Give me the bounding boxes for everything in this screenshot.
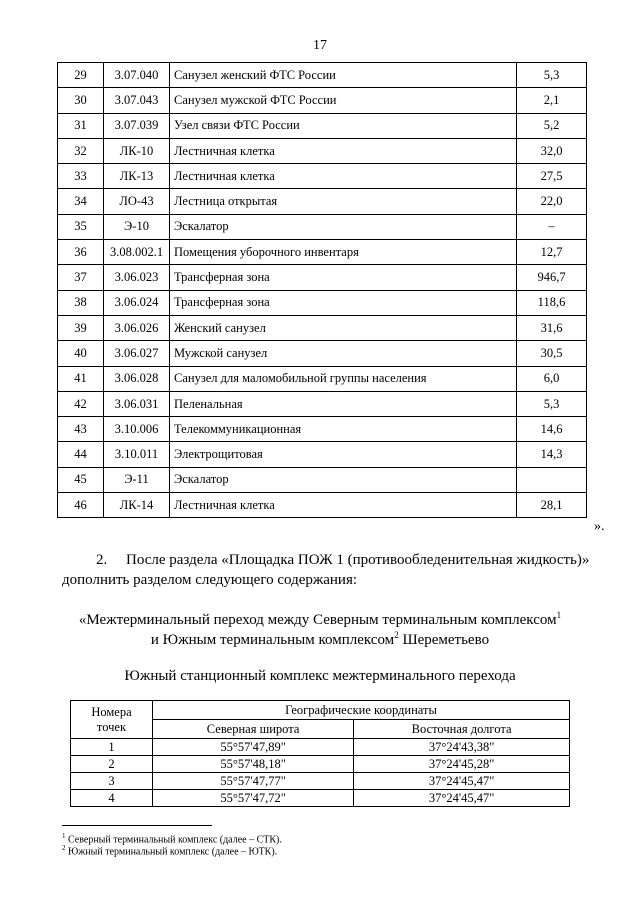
room-area-cell: – (517, 214, 587, 239)
room-area-cell: 2,1 (517, 88, 587, 113)
paragraph-2-line-1 (62, 550, 602, 570)
latitude-cell: 55°57'47,89" (153, 739, 354, 756)
room-name-cell: Санузел для маломобильной группы населения (170, 366, 517, 391)
point-number-cell: 4 (71, 790, 153, 807)
page-number: 17 (313, 38, 327, 53)
latitude-cell: 55°57'48,18" (153, 756, 354, 773)
coordinates-table (70, 700, 570, 807)
room-name-cell: Электрощитовая (170, 442, 517, 467)
room-name-cell: Женский санузел (170, 315, 517, 340)
row-number-cell: 31 (58, 113, 104, 138)
room-area-cell: 12,7 (517, 240, 587, 265)
table-row (58, 265, 587, 290)
table-row (71, 773, 570, 790)
table-row (58, 417, 587, 442)
room-code-cell: ЛО-43 (104, 189, 170, 214)
table-row (58, 442, 587, 467)
room-code-cell: 3.07.039 (104, 113, 170, 138)
table-row (71, 790, 570, 807)
row-number-cell: 34 (58, 189, 104, 214)
room-name-cell: Санузел мужской ФТС России (170, 88, 517, 113)
room-code-cell: 3.06.026 (104, 315, 170, 340)
geo-coords-header: Географические координаты (153, 701, 570, 720)
room-name-cell: Трансферная зона (170, 265, 517, 290)
room-area-cell: 118,6 (517, 290, 587, 315)
point-number-cell: 1 (71, 739, 153, 756)
section-title-line-2 (0, 625, 640, 650)
table-row (58, 189, 587, 214)
point-number-header-line-2: точек (96, 719, 127, 734)
latitude-cell: 55°57'47,77" (153, 773, 354, 790)
coordinates-table-body (71, 701, 570, 807)
rooms-table-body (58, 63, 587, 518)
longitude-cell: 37°24'45,28" (354, 756, 570, 773)
table-row (58, 240, 587, 265)
room-name-cell: Узел связи ФТС России (170, 113, 517, 138)
paragraph-number: 2. (96, 552, 108, 568)
table-row (58, 315, 587, 340)
footnote-2 (62, 842, 277, 858)
footnote-2-mark: 2 (62, 844, 66, 852)
table-row (58, 493, 587, 518)
longitude-cell: 37°24'45,47" (354, 790, 570, 807)
row-number-cell: 29 (58, 63, 104, 88)
table-row (58, 214, 587, 239)
room-code-cell: 3.10.011 (104, 442, 170, 467)
row-number-cell: 36 (58, 240, 104, 265)
table-row (58, 366, 587, 391)
footnote-separator (62, 825, 212, 826)
row-number-cell: 32 (58, 138, 104, 163)
room-name-cell: Лестничная клетка (170, 138, 517, 163)
room-area-cell: 14,6 (517, 417, 587, 442)
footnote-1-mark: 1 (62, 832, 66, 840)
room-area-cell: 5,3 (517, 391, 587, 416)
row-number-cell: 37 (58, 265, 104, 290)
row-number-cell: 38 (58, 290, 104, 315)
room-code-cell: Э-10 (104, 214, 170, 239)
row-number-cell: 46 (58, 493, 104, 518)
room-area-cell: 946,7 (517, 265, 587, 290)
room-code-cell: 3.07.043 (104, 88, 170, 113)
room-code-cell: 3.06.027 (104, 341, 170, 366)
row-number-cell: 30 (58, 88, 104, 113)
point-number-cell: 3 (71, 773, 153, 790)
room-name-cell: Мужской санузел (170, 341, 517, 366)
room-name-cell: Трансферная зона (170, 290, 517, 315)
table-row (58, 341, 587, 366)
room-area-cell (517, 467, 587, 492)
row-number-cell: 35 (58, 214, 104, 239)
room-code-cell: 3.06.024 (104, 290, 170, 315)
room-area-cell: 30,5 (517, 341, 587, 366)
room-area-cell: 22,0 (517, 189, 587, 214)
room-code-cell: ЛК-14 (104, 493, 170, 518)
row-number-cell: 33 (58, 164, 104, 189)
paragraph-text-line-1: После раздела «Площадка ПОЖ 1 (противообледенительная жидкость)» (126, 552, 590, 568)
room-area-cell: 32,0 (517, 138, 587, 163)
table-row (58, 391, 587, 416)
footnote-2-text: Южный терминальный комплекс (далее – ЮТК). (65, 846, 278, 858)
room-name-cell: Лестничная клетка (170, 493, 517, 518)
room-area-cell: 14,3 (517, 442, 587, 467)
point-number-cell: 2 (71, 756, 153, 773)
room-name-cell: Помещения уборочного инвентаря (170, 240, 517, 265)
room-name-cell: Санузел женский ФТС России (170, 63, 517, 88)
table-row (71, 756, 570, 773)
room-name-cell: Лестница открытая (170, 189, 517, 214)
subheading: Южный станционный комплекс межтерминального перехода (124, 668, 516, 684)
longitude-cell: 37°24'43,38" (354, 739, 570, 756)
room-name-cell: Эскалатор (170, 467, 517, 492)
table-row (58, 63, 587, 88)
room-code-cell: ЛК-10 (104, 138, 170, 163)
section-title-text-1: «Межтерминальный переход между Северным терминальным комплексом (78, 612, 557, 628)
table-row (58, 164, 587, 189)
table-row (58, 138, 587, 163)
room-code-cell: ЛК-13 (104, 164, 170, 189)
room-code-cell: 3.07.040 (104, 63, 170, 88)
closing-quote: ». (594, 519, 605, 534)
room-area-cell: 5,2 (517, 113, 587, 138)
room-name-cell: Пеленальная (170, 391, 517, 416)
table-row (58, 113, 587, 138)
table-row (58, 467, 587, 492)
point-number-header (71, 701, 153, 739)
room-area-cell: 28,1 (517, 493, 587, 518)
table-row (58, 290, 587, 315)
table-row (71, 739, 570, 756)
row-number-cell: 43 (58, 417, 104, 442)
section-title-text-3: Шереметьево (398, 632, 490, 648)
row-number-cell: 40 (58, 341, 104, 366)
row-number-cell: 45 (58, 467, 104, 492)
room-name-cell: Телекоммуникационная (170, 417, 517, 442)
row-number-cell: 41 (58, 366, 104, 391)
longitude-cell: 37°24'45,47" (354, 773, 570, 790)
section-title-text-2: и Южным терминальным комплексом (150, 632, 395, 648)
room-code-cell: 3.06.031 (104, 391, 170, 416)
latitude-header: Северная широта (153, 720, 354, 739)
room-area-cell: 31,6 (517, 315, 587, 340)
room-area-cell: 6,0 (517, 366, 587, 391)
room-area-cell: 5,3 (517, 63, 587, 88)
room-code-cell: 3.06.028 (104, 366, 170, 391)
room-code-cell: 3.08.002.1 (104, 240, 170, 265)
row-number-cell: 42 (58, 391, 104, 416)
latitude-cell: 55°57'47,72" (153, 790, 354, 807)
room-name-cell: Лестничная клетка (170, 164, 517, 189)
room-name-cell: Эскалатор (170, 214, 517, 239)
room-area-cell: 27,5 (517, 164, 587, 189)
rooms-table (57, 62, 587, 518)
row-number-cell: 44 (58, 442, 104, 467)
footnote-ref-2: 2 (394, 630, 399, 640)
room-code-cell: Э-11 (104, 467, 170, 492)
paragraph-2-line-2: дополнить разделом следующего содержания: (62, 572, 358, 588)
room-code-cell: 3.06.023 (104, 265, 170, 290)
row-number-cell: 39 (58, 315, 104, 340)
longitude-header: Восточная долгота (354, 720, 570, 739)
point-number-header-line-1: Номера (91, 704, 132, 719)
footnote-1-text: Северный терминальный комплекс (далее – СТК). (65, 834, 282, 846)
table-row (58, 88, 587, 113)
footnote-ref-1: 1 (556, 610, 562, 620)
room-code-cell: 3.10.006 (104, 417, 170, 442)
coords-header-row-1 (71, 701, 570, 720)
